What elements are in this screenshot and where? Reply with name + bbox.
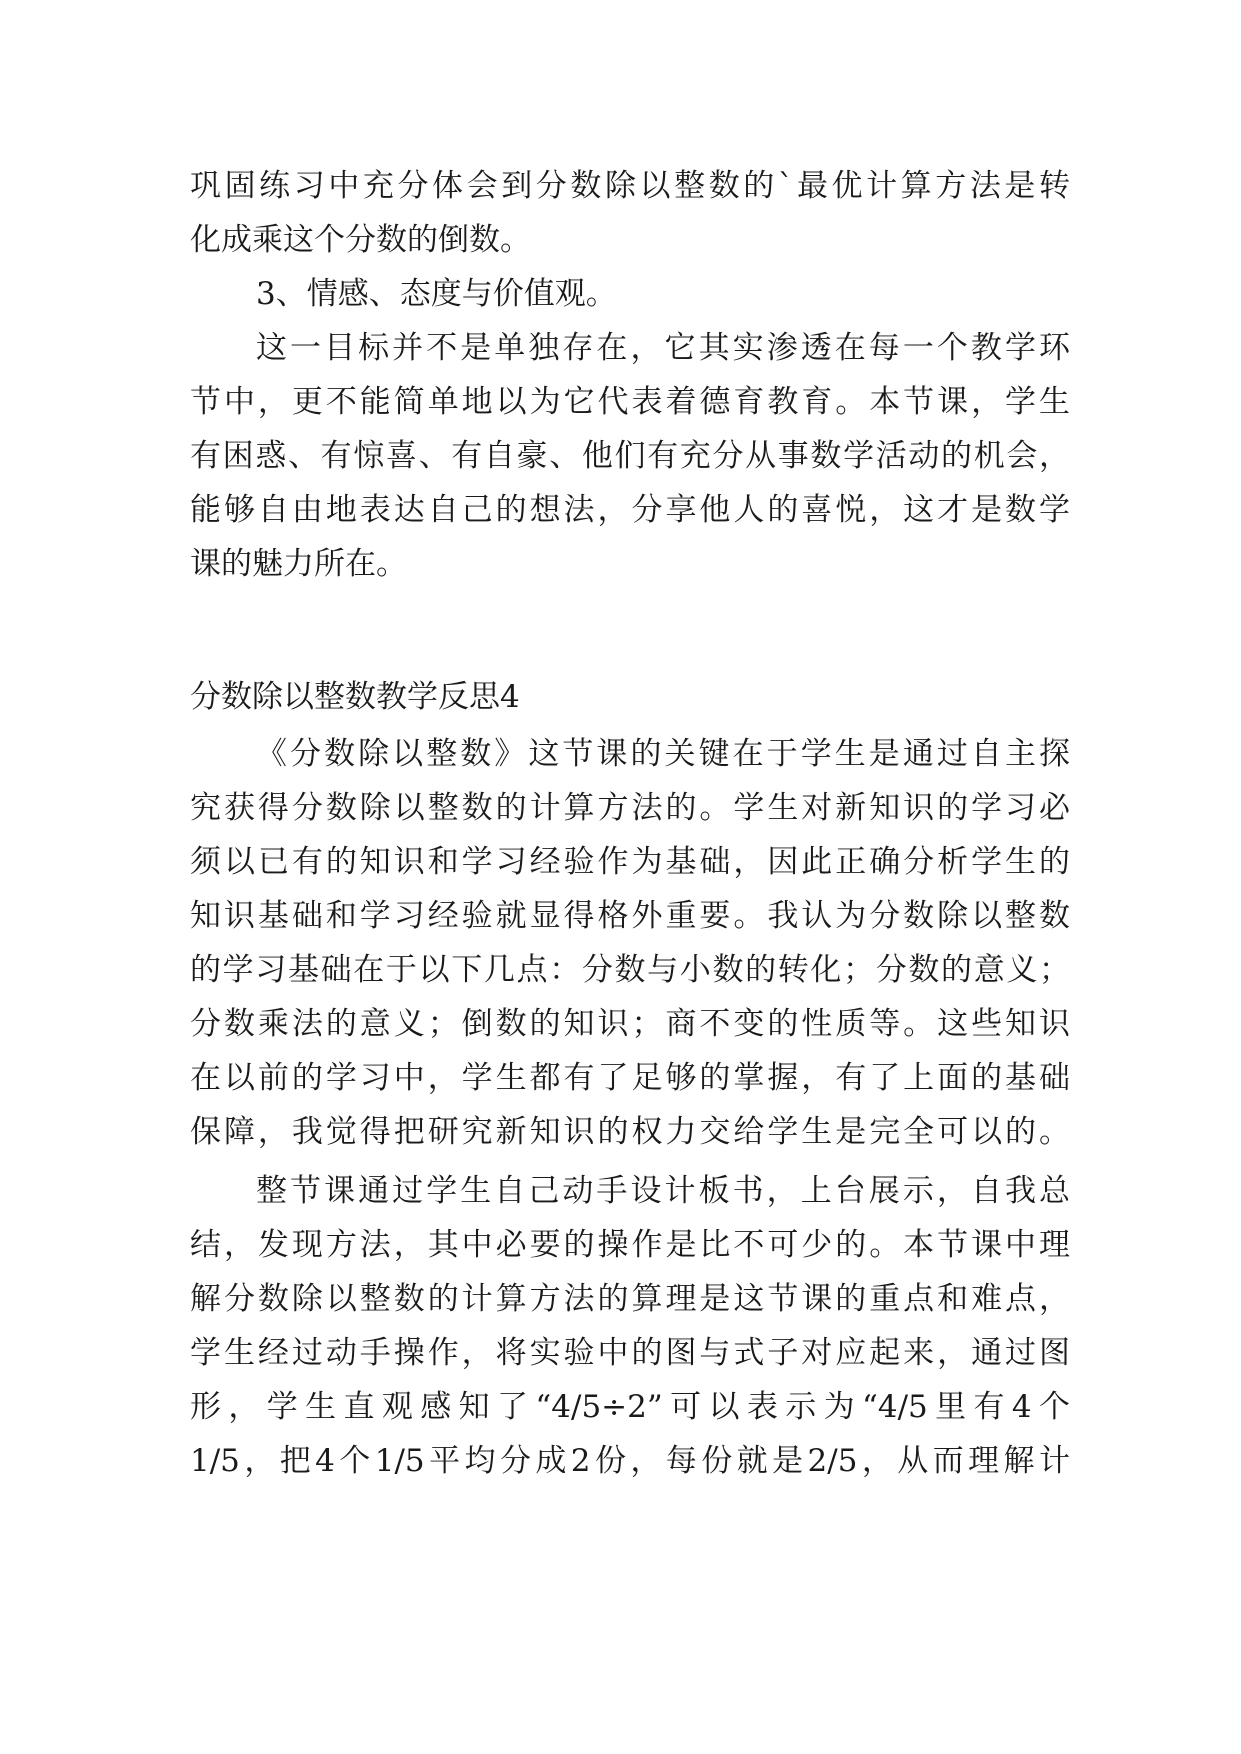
paragraph-line: 《分数除以整数》这节课的关键在于学生是通过自主探 — [256, 736, 1070, 772]
paragraph-line: 的学习基础在于以下几点：分数与小数的转化；分数的意义； — [190, 952, 1070, 988]
paragraph-line: 学生经过动手操作，将实验中的图与式子对应起来，通过图 — [190, 1335, 1070, 1371]
paragraph-line: 化成乘这个分数的倒数。 — [190, 222, 531, 258]
paragraph-line: 究获得分数除以整数的计算方法的。学生对新知识的学习必 — [190, 790, 1070, 826]
paragraph-line: 解分数除以整数的计算方法的算理是这节课的重点和难点， — [190, 1281, 1070, 1317]
paragraph-line: 能够自由地表达自己的想法，分享他人的喜悦，这才是数学 — [190, 492, 1070, 528]
paragraph-line: 整节课通过学生自己动手设计板书，上台展示，自我总 — [256, 1173, 1070, 1209]
paragraph-line: 1/5，把4个1/5平均分成2份，每份就是2/5，从而理解计 — [190, 1443, 1070, 1479]
paragraph-line: 知识基础和学习经验就显得格外重要。我认为分数除以整数 — [190, 898, 1070, 934]
paragraph-line: 保障，我觉得把研究新知识的权力交给学生是完全可以的。 — [190, 1114, 1070, 1150]
section-heading: 分数除以整数教学反思4 — [190, 679, 520, 715]
paragraph-line: 形，学生直观感知了“4/5÷2”可以表示为“4/5里有4个 — [190, 1389, 1070, 1425]
paragraph-line: 有困惑、有惊喜、有自豪、他们有充分从事数学活动的机会， — [190, 438, 1070, 474]
paragraph-line: 结，发现方法，其中必要的操作是比不可少的。本节课中理 — [190, 1227, 1070, 1263]
paragraph-line: 须以已有的知识和学习经验作为基础，因此正确分析学生的 — [190, 844, 1070, 880]
subheading-line: 3、情感、态度与价值观。 — [256, 276, 617, 312]
paragraph-line: 在以前的学习中，学生都有了足够的掌握，有了上面的基础 — [190, 1060, 1070, 1096]
paragraph-line: 节中，更不能简单地以为它代表着德育教育。本节课，学生 — [190, 384, 1070, 420]
paragraph-line: 课的魅力所在。 — [190, 546, 407, 582]
paragraph-line: 这一目标并不是单独存在，它其实渗透在每一个教学环 — [256, 330, 1070, 366]
paragraph-line: 分数乘法的意义；倒数的知识；商不变的性质等。这些知识 — [190, 1006, 1070, 1042]
paragraph-line: 巩固练习中充分体会到分数除以整数的`最优计算方法是转 — [190, 168, 1070, 204]
